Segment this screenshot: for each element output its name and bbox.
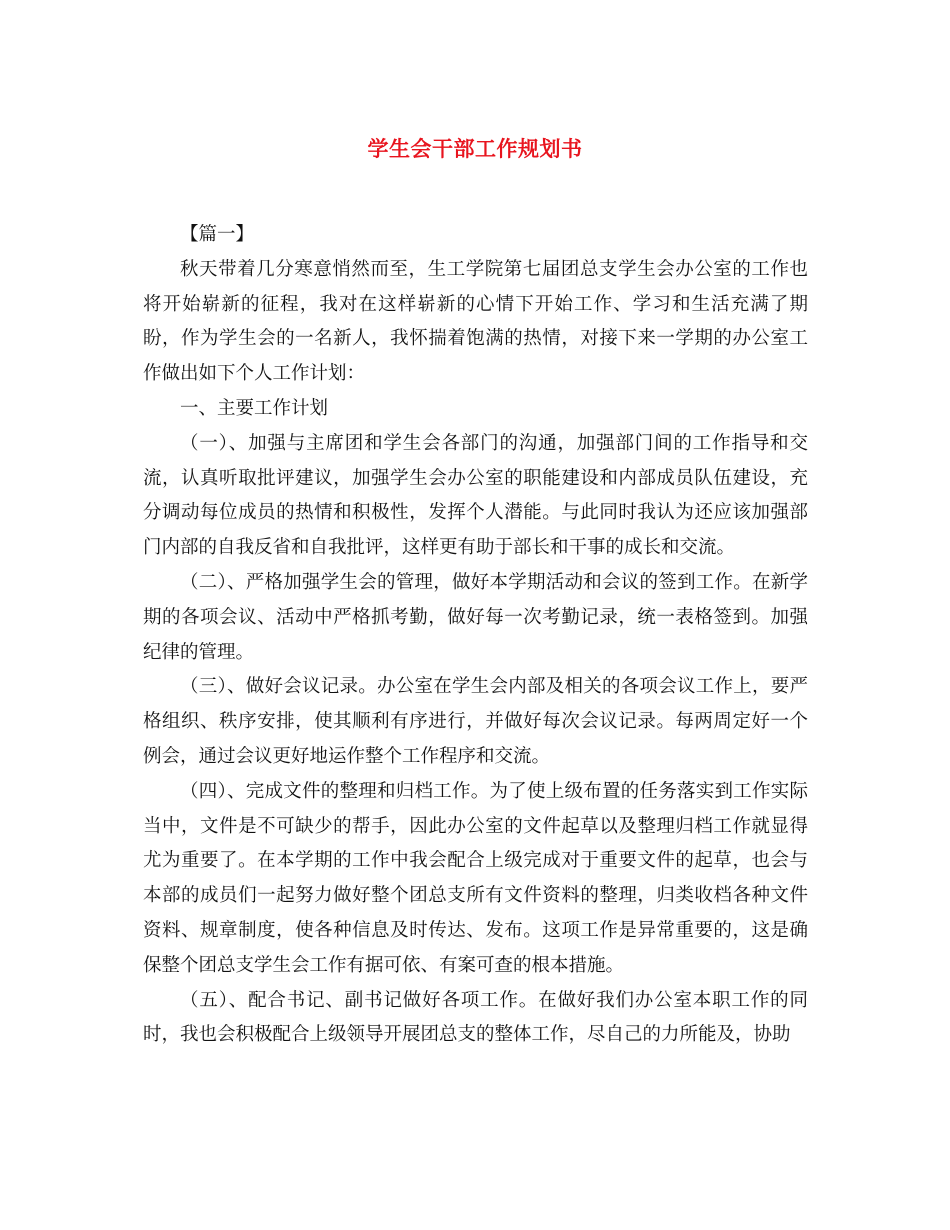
plan-item-1: （一）、加强与主席团和学生会各部门的沟通，加强部门间的工作指导和交流，认真听取批评建议，加强学生会办公室的职能建设和内部成员队伍建设，充分调动每位成员的热情和积极性，发挥个人潜能。与此同时我认为还应该加强部门内部的自我反省和自我批评，这样更有助于部长和干事的成长和交流。 (143, 432, 808, 559)
document-body (143, 218, 808, 1053)
plan-item-3: （三）、做好会议记录。办公室在学生会内部及相关的各项会议工作上，要严格组织、秩序安排，使其顺利有序进行，并做好每次会议记录。每两周定好一个例会，通过会议更好地运作整个工作程序和交流。 (143, 676, 808, 767)
section-heading-main-plan: 一、主要工作计划 (180, 397, 329, 419)
section-heading-part-one: 【篇一】 (180, 224, 255, 245)
document-title: 学生会干部工作规划书 (367, 136, 583, 161)
plan-item-5: （五）、配合书记、副书记做好各项工作。在做好我们办公室本职工作的同时，我也会积极配合上级领导开展团总支的整体工作，尽自己的力所能及，协助 (143, 989, 808, 1046)
plan-item-2: （二）、严格加强学生会的管理，做好本学期活动和会议的签到工作。在新学期的各项会议、活动中严格抓考勤，做好每一次考勤记录，统一表格签到。加强纪律的管理。 (143, 571, 808, 663)
intro-paragraph: 秋天带着几分寒意悄然而至，生工学院第七届团总支学生会办公室的工作也将开始崭新的征程，我对在这样崭新的心情下开始工作、学习和生活充满了期盼，作为学生会的一名新人，我怀揣着饱满的热情，对接下来一学期的办公室工作做出如下个人工作计划： (143, 258, 808, 385)
plan-item-4: （四）、完成文件的整理和归档工作。为了使上级布置的任务落实到工作实际当中，文件是不可缺少的帮手，因此办公室的文件起草以及整理归档工作就显得尤为重要了。在本学期的工作中我会配合上级完成对于重要文件的起草，也会与本部的成员们一起努力做好整个团总支所有文件资料的整理，归类收档各种文件资料、规章制度，使各种信息及时传达、发布。这项工作是异常重要的，这是确保整个团总支学生会工作有据可依、有案可查的根本措施。 (143, 780, 808, 976)
